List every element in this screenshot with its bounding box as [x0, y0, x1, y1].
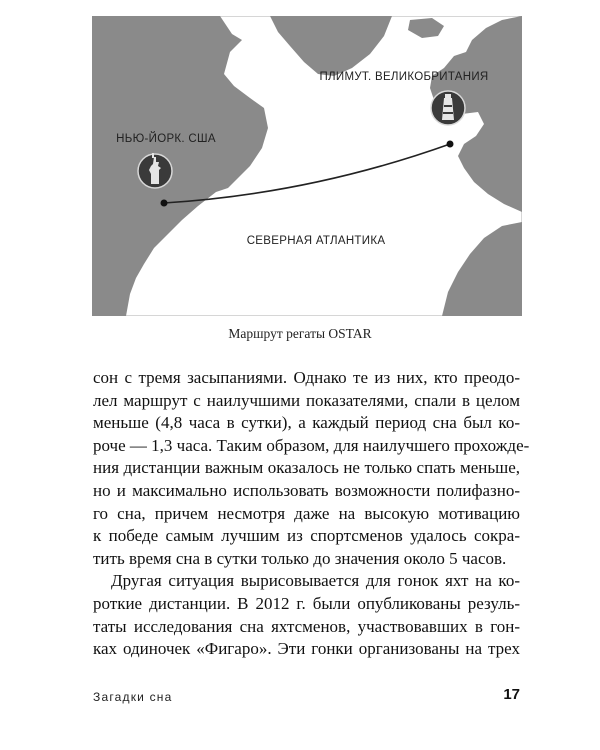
text-line: меньше (4,8 часа в сутки), а каждый период сна был ко-	[93, 413, 520, 433]
text-line: ния дистанции важным оказалось не только спать меньше,	[93, 458, 520, 478]
statue-of-liberty-icon	[138, 153, 172, 188]
label-plymouth: ПЛИМУТ. ВЕЛИКОБРИТАНИЯ	[319, 71, 489, 83]
label-newyork: НЬЮ-ЙОРК. США	[116, 133, 216, 145]
map-svg	[92, 16, 522, 316]
body-text	[93, 367, 530, 661]
label-atlantic: СЕВЕРНАЯ АТЛАНТИКА	[246, 235, 386, 247]
lighthouse-icon	[431, 91, 465, 125]
running-footer-title: Загадки сна	[93, 690, 173, 704]
plymouth-dot	[447, 141, 454, 148]
text-line: к победе самым лучшим из спортсменов удалось сокра-	[93, 526, 520, 546]
text-line: го сна, причем несмотря даже на высокую мотивацию	[93, 503, 520, 523]
newyork-dot	[161, 200, 168, 207]
text-line: тить время сна в сутки только до значения около 5 часов.	[93, 548, 507, 568]
text-line: Другая ситуация вырисовывается для гонок яхт на ко-	[111, 571, 520, 591]
page-number: 17	[503, 686, 520, 703]
figure-caption: Маршрут регаты OSTAR	[228, 326, 372, 341]
text-line: роткие дистанции. В 2012 г. были опубликованы резуль-	[93, 593, 520, 613]
text-line: сон с тремя засыпаниями. Однако те из них, кто преодо-	[93, 368, 520, 387]
text-line: ках одиночек «Фигаро». Эти гонки организованы на трех	[93, 639, 520, 659]
text-line: таты исследования сна яхтсменов, участвовавших в гон-	[93, 616, 520, 636]
text-line: роче — 1,3 часа. Таким образом, для наилучшего прохожде-	[93, 435, 530, 455]
text-line: но и максимально использовать возможности полифазно-	[93, 480, 520, 500]
text-line: лел маршрут с наилучшими показателями, спали в целом	[93, 390, 520, 410]
route-map	[92, 16, 522, 316]
